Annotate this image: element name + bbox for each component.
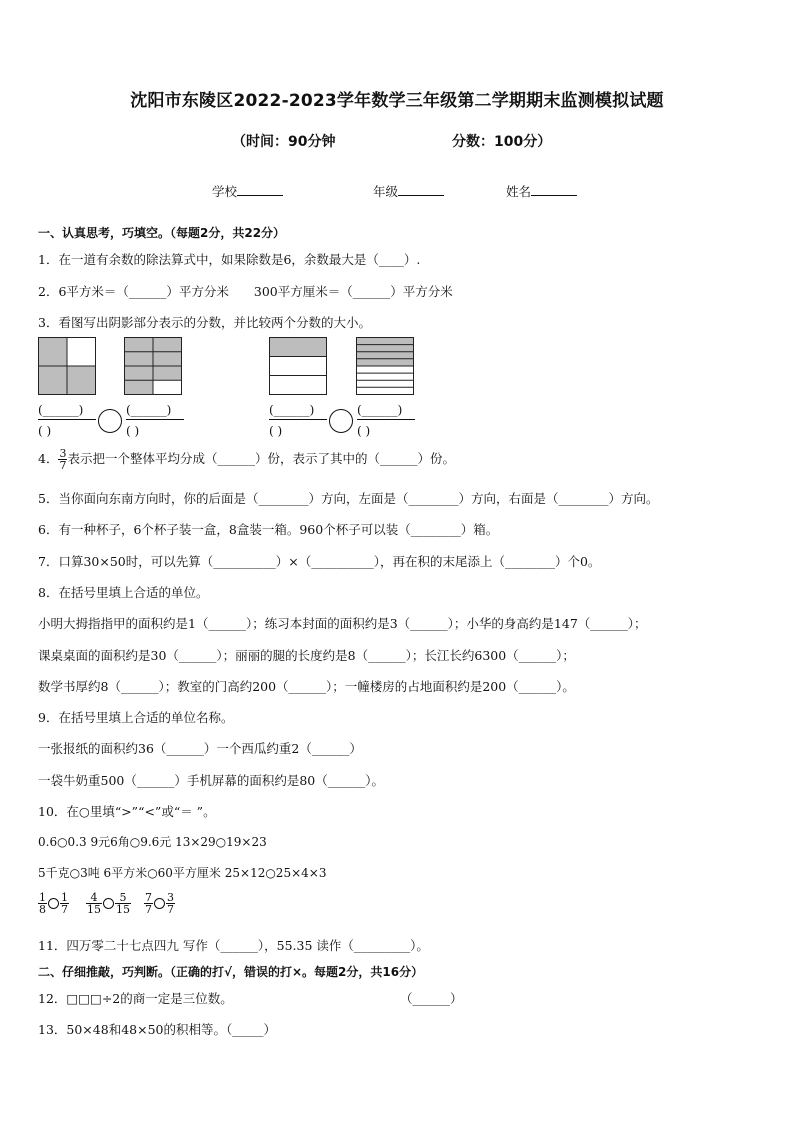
- question-13: 13．50×48和48×50的积相等。（_____）: [38, 1022, 276, 1037]
- question-8-line-2: 课桌桌面的面积约是30（______）；丽丽的腿的长度约是8（______）；长江长约6300（______）；: [38, 648, 575, 663]
- fraction: [166, 892, 175, 915]
- figure-striped-rect: [356, 337, 414, 395]
- fraction-num: 3: [167, 891, 174, 904]
- page-title: 沈阳市东陵区2022-2023学年数学三年级第二学期期末监测模拟试题: [130, 91, 664, 111]
- question-10-fraction-compare-3: [144, 892, 175, 915]
- question-8: 8．在括号里填上合适的单位。: [38, 585, 209, 600]
- question-10-line-2: 5千克○3吨 6平方米○60平方厘米 25×12○25×4×3: [38, 866, 327, 880]
- q3-frac-1-bar: [38, 419, 96, 420]
- question-4: [38, 448, 455, 471]
- question-12-answer-blank[interactable]: （______）: [400, 991, 463, 1006]
- fraction-den: 8: [39, 903, 46, 916]
- question-10-fraction-compare-1: [38, 892, 69, 915]
- q3-frac-1-den[interactable]: ( ): [38, 424, 52, 438]
- name-field: [506, 182, 577, 200]
- fraction-num: 4: [86, 892, 102, 904]
- fraction: [60, 892, 69, 915]
- question-1: 1．在一道有余数的除法算式中，如果除数是6，余数最大是（____）.: [38, 252, 421, 267]
- q3-frac-4-den[interactable]: ( ): [357, 424, 371, 438]
- question-11: 11．四万零二十七点四九 写作（______），55.35 读作（_________）。: [38, 938, 429, 953]
- question-6: 6．有一种杯子，6个杯子装一盒，8盒装一箱。960个杯子可以装（________）箱。: [38, 522, 499, 537]
- figure-grid-rect: [124, 337, 182, 395]
- question-4-fraction-num: 3: [59, 447, 67, 460]
- fraction-den: 15: [87, 903, 101, 916]
- question-8-line-1: 小明大拇指指甲的面积约是1（______）；练习本封面的面积约是3（______）；小华的身高约是147（______）；: [38, 616, 647, 631]
- school-label: 学校: [212, 184, 238, 199]
- fraction: [144, 892, 153, 915]
- question-9-line-1: 一张报纸的面积约36（______）一个西瓜约重2（______）: [38, 741, 362, 756]
- section-2-heading: 二、仔细推敲，巧判断。（正确的打√，错误的打×。每题2分，共16分）: [38, 965, 424, 979]
- question-8-line-3: 数学书厚约8（______）；教室的门高约200（______）；一幢楼房的占地面积约是200（______）。: [38, 679, 575, 694]
- grade-field: [373, 182, 444, 200]
- exam-score: 分数：100分）: [452, 134, 552, 150]
- school-field: [212, 182, 283, 200]
- q3-frac-3-den[interactable]: ( ): [269, 424, 283, 438]
- q3-frac-1-num[interactable]: (______): [38, 403, 84, 417]
- q3-compare-circle-1[interactable]: [98, 409, 122, 433]
- name-blank[interactable]: [531, 182, 577, 196]
- fraction-den: 7: [167, 903, 174, 916]
- question-4-fraction-den: 7: [59, 459, 67, 472]
- question-10-line-1: 0.6○0.3 9元6角○9.6元 13×29○19×23: [38, 835, 267, 849]
- question-10-fraction-compare-2: [86, 892, 131, 915]
- fraction: [115, 892, 131, 915]
- q3-frac-2-den[interactable]: ( ): [126, 424, 140, 438]
- fraction-num: 7: [145, 891, 152, 904]
- school-blank[interactable]: [237, 182, 283, 196]
- section-1-heading: 一、认真思考，巧填空。（每题2分，共22分）: [38, 226, 286, 240]
- question-2: 2．6平方米＝（______）平方分米 300平方厘米＝（______）平方分米: [38, 284, 453, 299]
- compare-circle[interactable]: [48, 898, 59, 909]
- figure-square-quarters: [38, 337, 96, 395]
- fraction-num: 5: [115, 892, 131, 904]
- question-12: 12．□□□÷2的商一定是三位数。: [38, 991, 233, 1006]
- compare-circle[interactable]: [103, 898, 114, 909]
- exam-time: （时间：90分钟: [232, 134, 336, 150]
- grade-label: 年级: [373, 184, 399, 199]
- question-4-text: 表示把一个整体平均分成（______）份，表示了其中的（______）份。: [67, 451, 455, 466]
- question-10: 10．在○里填“>”“<”或“＝ ”。: [38, 804, 216, 819]
- question-9-line-2: 一袋牛奶重500（______）手机屏幕的面积约是80（______）。: [38, 773, 385, 788]
- q3-frac-4-num[interactable]: (______): [357, 403, 403, 417]
- question-7: 7．口算30×50时，可以先算（__________）×（__________），再在积的末尾添上（________）个0。: [38, 554, 601, 569]
- fraction: [86, 892, 102, 915]
- question-3: 3．看图写出阴影部分表示的分数，并比较两个分数的大小。: [38, 315, 371, 330]
- fraction-den: 7: [145, 903, 152, 916]
- q3-frac-2-bar: [126, 419, 184, 420]
- fraction-num: 1: [39, 891, 46, 904]
- fraction: [38, 892, 47, 915]
- grade-blank[interactable]: [398, 182, 444, 196]
- q3-frac-3-bar: [269, 419, 327, 420]
- question-5: 5．当你面向东南方向时，你的后面是（________）方向，左面是（________）方向，右面是（________）方向。: [38, 491, 659, 506]
- q3-frac-3-num[interactable]: (______): [269, 403, 315, 417]
- fraction-num: 1: [61, 891, 68, 904]
- q3-frac-2-num[interactable]: (______): [126, 403, 172, 417]
- figure-three-bars: [269, 337, 327, 395]
- question-4-number: 4．: [38, 451, 59, 466]
- fraction-den: 7: [61, 903, 68, 916]
- compare-circle[interactable]: [154, 898, 165, 909]
- question-9: 9．在括号里填上合适的单位名称。: [38, 710, 234, 725]
- q3-frac-4-bar: [357, 419, 415, 420]
- fraction-den: 15: [116, 903, 130, 916]
- q3-compare-circle-2[interactable]: [329, 409, 353, 433]
- name-label: 姓名: [506, 184, 532, 199]
